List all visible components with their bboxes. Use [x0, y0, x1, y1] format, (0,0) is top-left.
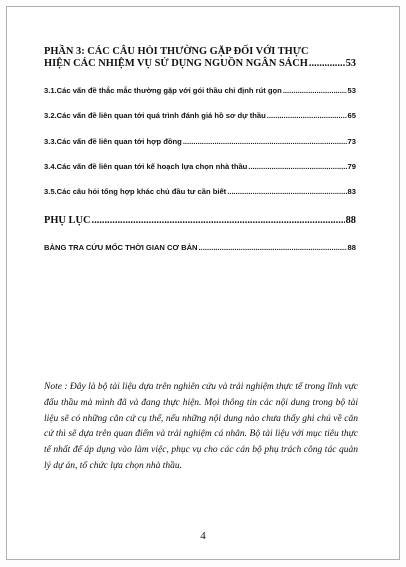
- entry-title: 3.4.Các vấn đề liên quan tới kế hoạch lựa chọn nhà thầu: [44, 162, 248, 171]
- entry-title: PHỤ LỤC: [44, 215, 91, 226]
- toc-entry-3-3[interactable]: [44, 137, 356, 147]
- page-number: 4: [200, 530, 206, 542]
- page-ref: 88: [345, 215, 356, 226]
- leader-dots: [91, 215, 344, 227]
- leader-dots: [183, 137, 347, 147]
- entry-title: 3.2.Các vấn đề liên quan tới quá trình đánh giá hồ sơ dự thầu: [44, 111, 266, 120]
- section-title-line-2: HIỆN CÁC NHIỆM VỤ SỬ DỤNG NGUỒN NGÂN SÁCH: [44, 58, 308, 69]
- leader-dots: [283, 86, 347, 96]
- toc-timeline-table[interactable]: [44, 243, 356, 253]
- entry-title: 3.1.Các vấn đề thắc mắc thường gặp với gói thầu chỉ định rút gọn: [44, 86, 282, 95]
- page-ref: 79: [347, 162, 356, 171]
- section-title-line-1: PHẦN 3: CÁC CÂU HỎI THƯỜNG GẶP ĐỐI VỚI THỰC: [44, 46, 309, 57]
- page-ref: 65: [347, 111, 356, 120]
- leader-dots: [267, 111, 347, 121]
- toc-entry-3-5[interactable]: [44, 187, 356, 197]
- leader-dots: [309, 58, 345, 70]
- toc-appendix[interactable]: [44, 215, 356, 227]
- leader-dots: [248, 162, 346, 172]
- toc-entry-3-4[interactable]: [44, 162, 356, 172]
- page-ref: 73: [347, 137, 356, 146]
- page-ref: 53: [347, 86, 356, 95]
- leader-dots: [199, 243, 347, 253]
- entry-title: 3.3.Các vấn đề liên quan tới hợp đồng: [44, 137, 182, 146]
- page-ref: 88: [347, 243, 356, 252]
- toc-entry-3-1[interactable]: [44, 86, 356, 96]
- entry-title: 3.5.Các câu hỏi tổng hợp khác chủ đầu tư cần biết: [44, 187, 227, 196]
- author-note: Note : Đây là bộ tài liệu dựa trên nghiên cứu và trải nghiệm thực tế trong lĩnh vực đấu thầu mà mình đã và đang thực hiện. Mọi thông tin các nội dung trong bộ tài liệu sẽ có những căn cứ cụ thể, nếu những nội dung nào chưa thấy ghi chú về căn cứ thì sẽ dựa trên quan điểm và trải nghiệm cá nhân. Bộ tài liệu với mục tiêu thực tế nhất để áp dụng vào làm việc, phục vụ cho các cán bộ phụ trách công tác quản lý dự án, tổ chức lựa chọn nhà thầu.: [44, 382, 358, 471]
- toc-entry-3-2[interactable]: [44, 111, 356, 121]
- page-ref: 53: [345, 58, 356, 69]
- page-ref: 83: [347, 187, 356, 196]
- entry-title: BẢNG TRA CỨU MỐC THỜI GIAN CƠ BẢN: [44, 243, 198, 252]
- leader-dots: [227, 187, 346, 197]
- toc-section-3[interactable]: [44, 46, 356, 70]
